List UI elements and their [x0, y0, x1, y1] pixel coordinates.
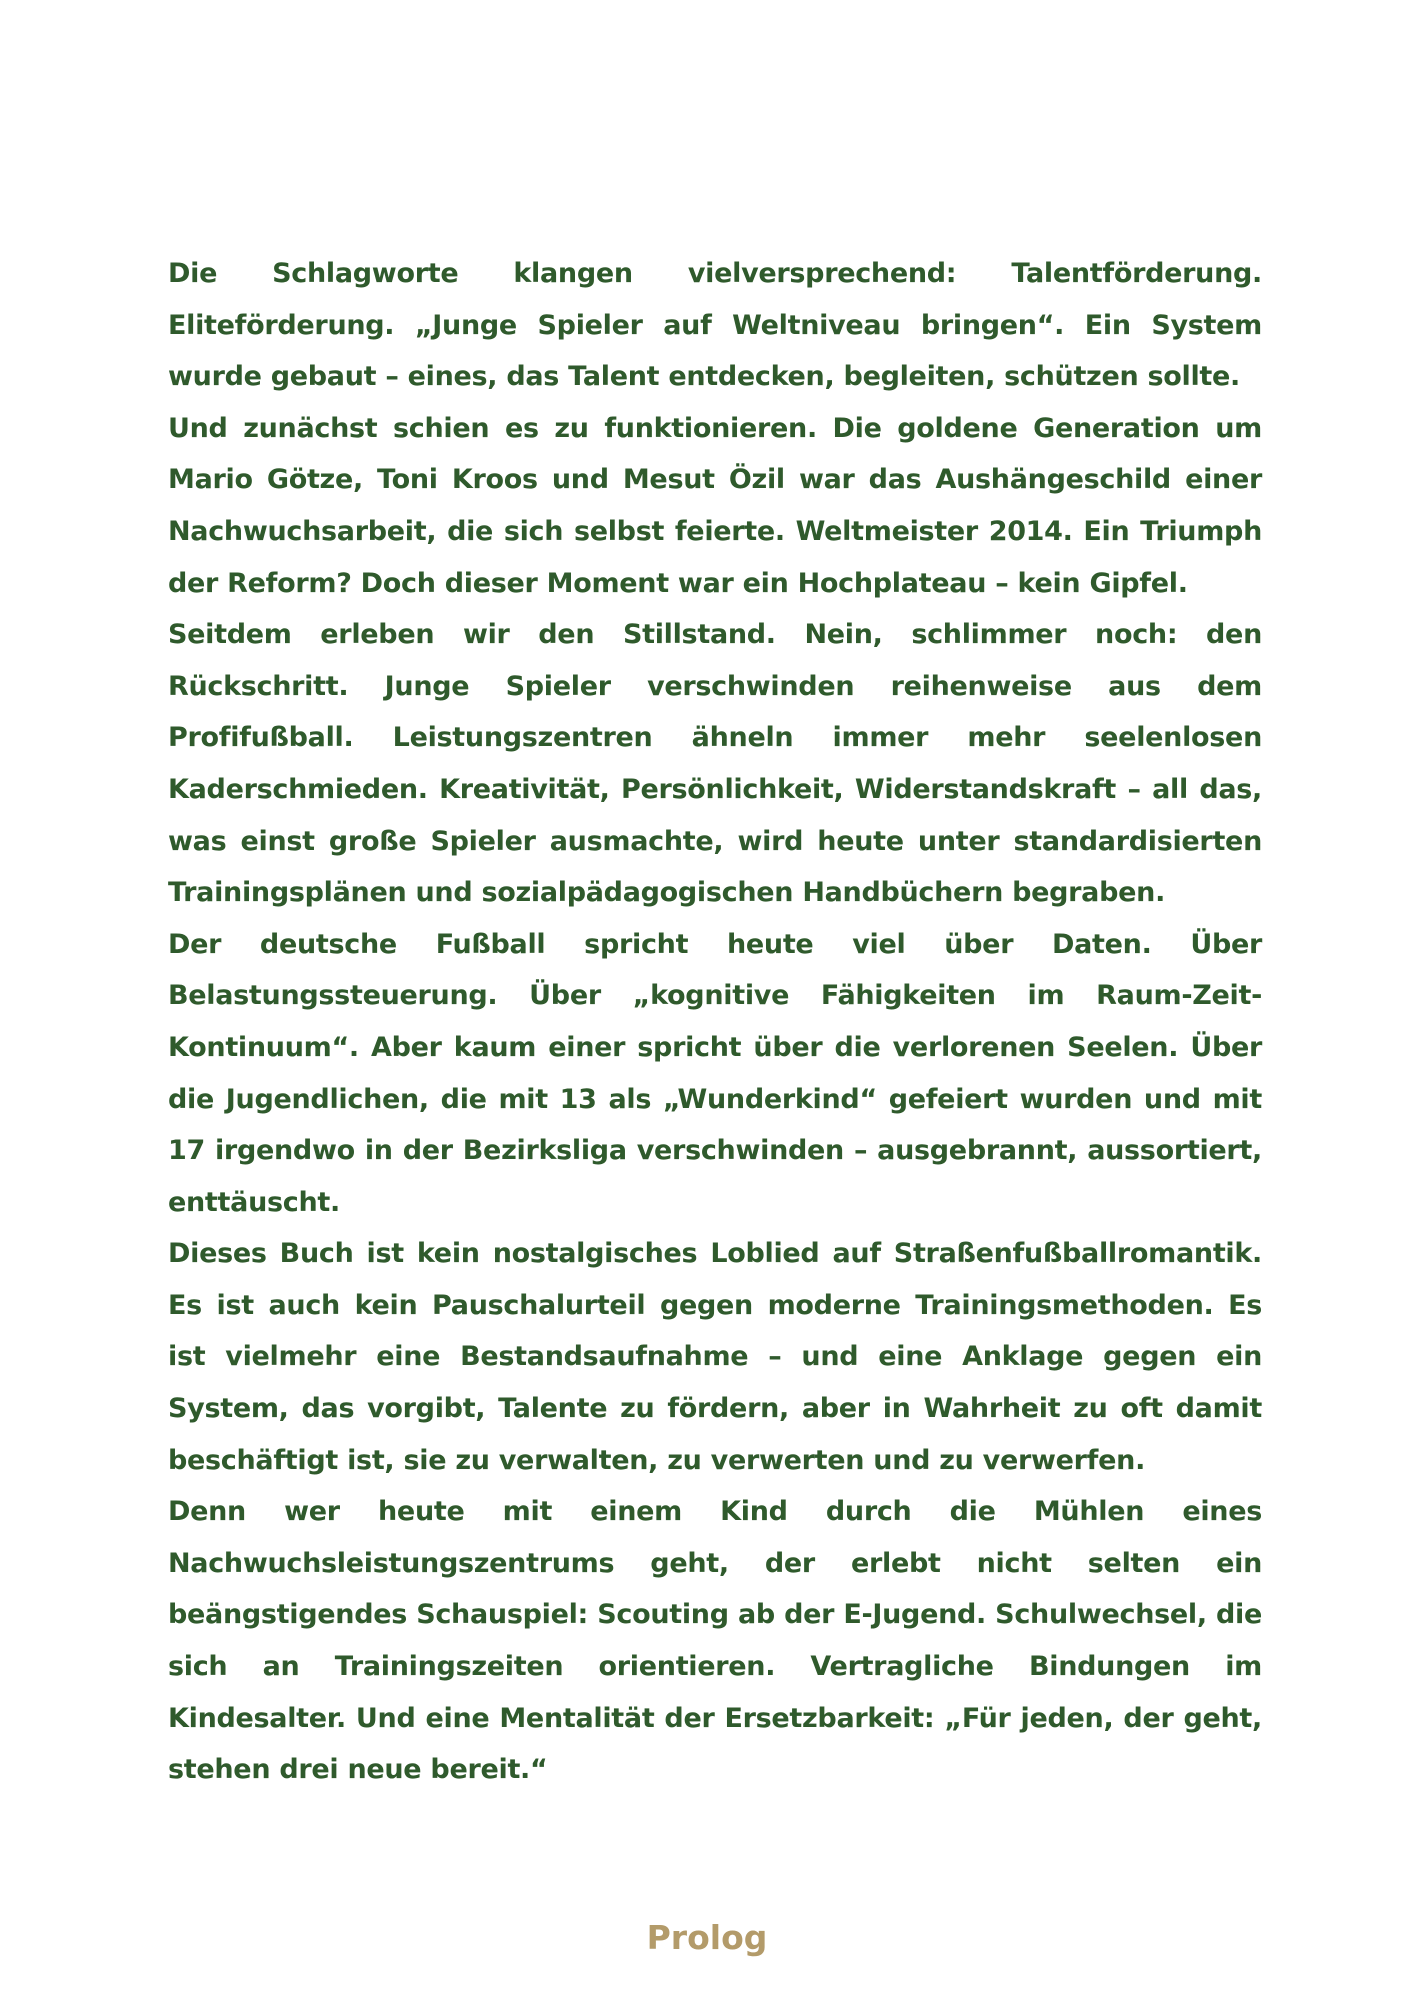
chapter-footer-title: Prolog: [646, 1918, 768, 1957]
paragraph-6: Denn wer heute mit einem Kind durch die Mühlen eines Nachwuchsleistungszentrums geht, der erlebt nicht selten ein beängstigendes Schauspiel: Scouting ab der E-Jugend. Schulwechsel, die sich an Trainingszeiten orientieren. Vertragliche Bindungen im Kindesalter. Und eine Mentalität der Ersetzbarkeit: „Für jeden, der geht, stehen drei neue bereit.“: [168, 1496, 1262, 1786]
prolog-body-text: [168, 248, 1262, 1796]
paragraph-5: Dieses Buch ist kein nostalgisches Loblied auf Straßenfußballromantik. Es ist auch kein Pauschalurteil gegen moderne Trainingsmethoden. Es ist vielmehr eine Bestandsaufnahme – und eine Anklage gegen ein System, das vorgibt, Talente zu fördern, aber in Wahrheit zu oft damit beschäftigt ist, sie zu verwalten, zu verwerten und zu verwerfen.: [168, 1238, 1262, 1476]
paragraph-2: Und zunächst schien es zu funktionieren. Die goldene Generation um Mario Götze, Toni Kroos und Mesut Özil war das Aushängeschild einer Nachwuchsarbeit, die sich selbst feierte. Weltmeister 2014. Ein Triumph der Reform? Doch dieser Moment war ein Hochplateau – kein Gipfel.: [168, 412, 1262, 599]
paragraph-1: Die Schlagworte klangen vielversprechend: Talentförderung. Eliteförderung. „Junge Spieler auf Weltniveau bringen“. Ein System wurde gebaut – eines, das Talent entdecken, begleiten, schützen sollte.: [168, 258, 1262, 393]
paragraph-3: Seitdem erleben wir den Stillstand. Nein, schlimmer noch: den Rückschritt. Junge Spieler verschwinden reihenweise aus dem Profifußball. Leistungszentren ähneln immer mehr seelenlosen Kaderschmieden. Kreativität, Persönlichkeit, Widerstandskraft – all das, was einst große Spieler ausmachte, wird heute unter standardisierten Trainingsplänen und sozialpädagogischen Handbüchern begraben.: [168, 619, 1262, 909]
paragraph-4: Der deutsche Fußball spricht heute viel über Daten. Über Belastungssteuerung. Über „kognitive Fähigkeiten im Raum-Zeit-Kontinuum“. Aber kaum einer spricht über die verlorenen Seelen. Über die Jugendlichen, die mit 13 als „Wunderkind“ gefeiert wurden und mit 17 irgendwo in der Bezirksliga verschwinden – ausgebrannt, aussortiert, enttäuscht.: [168, 928, 1262, 1218]
